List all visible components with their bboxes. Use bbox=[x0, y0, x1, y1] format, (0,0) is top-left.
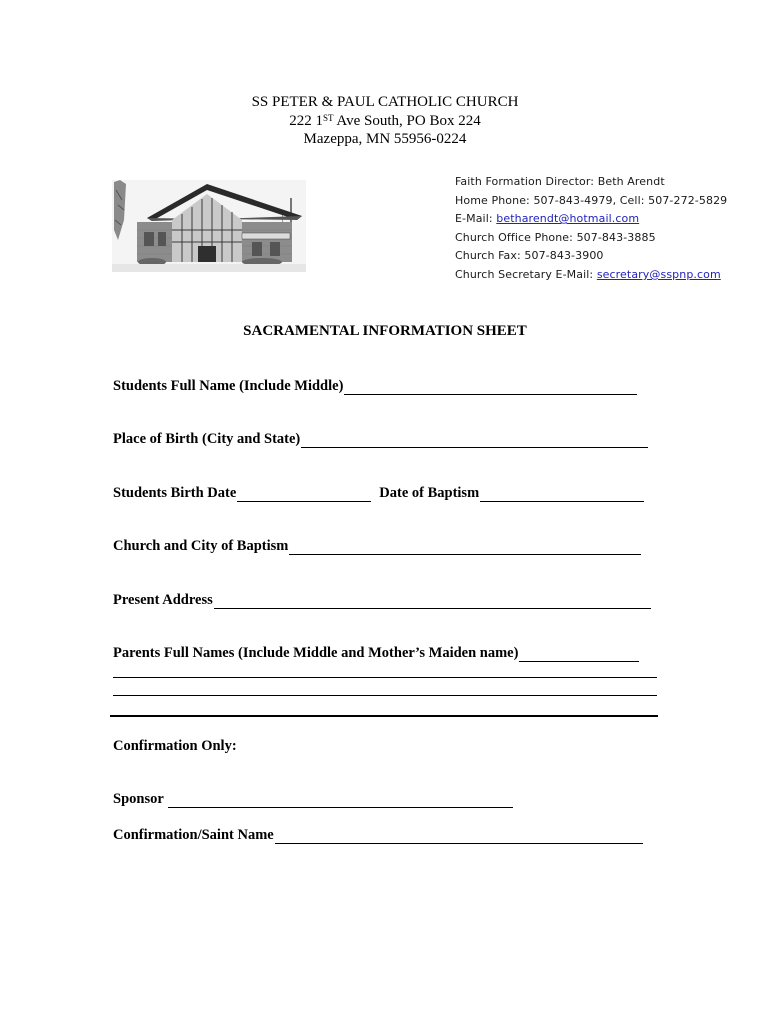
secretary-email-line: Church Secretary E-Mail: secretary@sspnp.com bbox=[455, 267, 721, 281]
phone-line: Home Phone: 507-843-4979, Cell: 507-272-5829 bbox=[455, 193, 728, 207]
parents-label: Parents Full Names (Include Middle and Mother’s Maiden name) bbox=[113, 645, 519, 661]
address-blank[interactable] bbox=[214, 594, 651, 609]
email-line: E-Mail: betharendt@hotmail.com bbox=[455, 212, 640, 226]
contact-block bbox=[455, 173, 727, 285]
address-label: Present Address bbox=[113, 592, 213, 608]
saint-name-label: Confirmation/Saint Name bbox=[113, 827, 274, 843]
church-name: SS PETER & PAUL CATHOLIC CHURCH bbox=[251, 94, 519, 110]
address-field bbox=[113, 592, 651, 609]
confirmation-heading: Confirmation Only: bbox=[113, 738, 237, 754]
birth-date-field bbox=[113, 485, 644, 502]
baptism-church-label: Church and City of Baptism bbox=[113, 538, 289, 554]
parents-field bbox=[113, 645, 639, 662]
sponsor-blank[interactable] bbox=[168, 793, 513, 808]
church-city: Mazeppa, MN 55956-0224 bbox=[303, 131, 467, 147]
sponsor-label: Sponsor bbox=[113, 791, 164, 807]
church-address: 222 1ST Ave South, PO Box 224 bbox=[289, 113, 481, 129]
birth-date-label: Students Birth Date bbox=[113, 485, 237, 501]
parents-blank-2[interactable] bbox=[113, 677, 657, 678]
parents-blank-3[interactable] bbox=[113, 695, 657, 696]
secretary-email-link[interactable]: secretary@sspnp.com bbox=[596, 267, 721, 281]
birth-date-blank[interactable] bbox=[237, 487, 371, 502]
director-email-link[interactable]: betharendt@hotmail.com bbox=[496, 212, 640, 226]
baptism-church-field bbox=[113, 538, 641, 555]
director-line: Faith Formation Director: Beth Arendt bbox=[455, 175, 665, 188]
baptism-date-blank[interactable] bbox=[480, 487, 644, 502]
place-of-birth-label: Place of Birth (City and State) bbox=[113, 431, 301, 447]
church-photo bbox=[112, 180, 306, 272]
student-name-field bbox=[113, 378, 637, 395]
parents-blank-1[interactable] bbox=[519, 647, 639, 662]
baptism-church-blank[interactable] bbox=[289, 540, 641, 555]
section-divider bbox=[110, 715, 658, 717]
saint-name-blank[interactable] bbox=[275, 829, 643, 844]
saint-name-field bbox=[113, 827, 643, 844]
baptism-date-label: Date of Baptism bbox=[379, 485, 480, 501]
student-name-blank[interactable] bbox=[344, 380, 637, 395]
student-name-label: Students Full Name (Include Middle) bbox=[113, 378, 344, 394]
office-phone-line: Church Office Phone: 507-843-3885 bbox=[455, 230, 656, 244]
place-of-birth-blank[interactable] bbox=[301, 433, 648, 448]
form-title: SACRAMENTAL INFORMATION SHEET bbox=[243, 323, 527, 339]
fax-line: Church Fax: 507-843-3900 bbox=[455, 249, 604, 263]
place-of-birth-field bbox=[113, 431, 648, 448]
sponsor-field bbox=[113, 791, 513, 808]
